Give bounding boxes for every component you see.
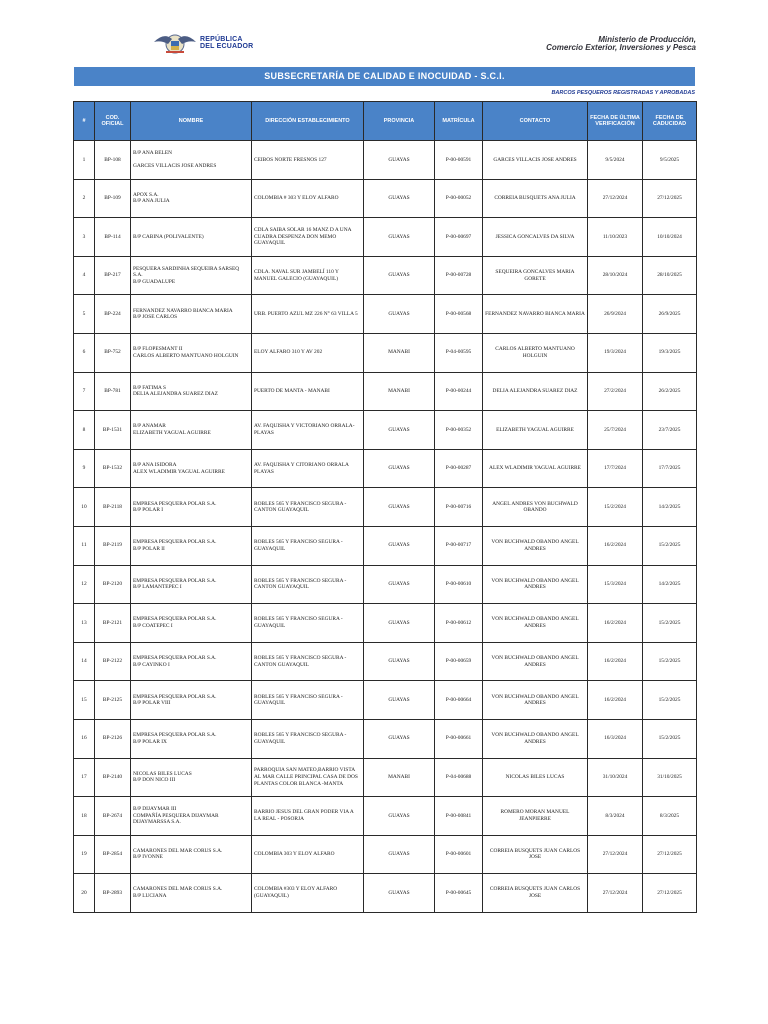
cell-last-verification: 16/2/2024 [588,604,643,643]
cell-expiry: 9/5/2025 [643,141,697,180]
cell-code: BP-2126 [95,719,131,758]
cell-name: EMPRESA PESQUERA POLAR S.A. B/P POLAR II [131,526,252,565]
cell-province: GUAYAS [364,218,435,257]
cell-last-verification: 16/2/2024 [588,526,643,565]
cell-name: B/P FATIMA S DELIA ALEJANDRA SUAREZ DIAZ [131,372,252,411]
cell-contact: VON BUCHWALD OBANDO ANGEL ANDRES [483,681,588,720]
cell-address: CEIBOS NORTE FRESNOS 127 [252,141,364,180]
cell-province: GUAYAS [364,604,435,643]
cell-province: MANABI [364,758,435,797]
cell-contact: VON BUCHWALD OBANDO ANGEL ANDRES [483,526,588,565]
cell-name: EMPRESA PESQUERA POLAR S.A. B/P COATEPEC I [131,604,252,643]
cell-expiry: 26/9/2025 [643,295,697,334]
cell-registration: P-00-00352 [435,411,483,450]
table-row [74,218,697,257]
cell-province: GUAYAS [364,141,435,180]
column-header-province: PROVINCIA [364,102,435,141]
cell-registration: P-00-00568 [435,295,483,334]
cell-registration: P-00-00645 [435,874,483,913]
cell-code: BP-2118 [95,488,131,527]
page-title: SUBSECRETARÍA DE CALIDAD E INOCUIDAD - S.C.I. [74,67,695,86]
cell-number: 8 [74,411,95,450]
cell-address: COLOMBIA #303 Y ELOY ALFARO (GUAYAQUIL) [252,874,364,913]
cell-last-verification: 31/10/2024 [588,758,643,797]
cell-contact: ELIZABETH YAGUAL AGUIRRE [483,411,588,450]
cell-name: EMPRESA PESQUERA POLAR S.A. B/P POLAR VIII [131,681,252,720]
cell-contact: GARCES VILLACIS JOSE ANDRES [483,141,588,180]
cell-address: ROBLES 565 Y FRANCISCO SEGURA - GUAYAQUIL [252,719,364,758]
column-header-contact: CONTACTO [483,102,588,141]
cell-registration: P-00-00716 [435,488,483,527]
cell-contact: NICOLAS BILES LUCAS [483,758,588,797]
table-row [74,797,697,836]
cell-expiry: 14/2/2025 [643,488,697,527]
cell-address: PUERTO DE MANTA - MANABI [252,372,364,411]
cell-address: ROBLES 565 Y FRANCISO SEGURA - GUAYAQUIL [252,526,364,565]
column-header-registration: MATRÍCULA [435,102,483,141]
cell-contact: CORREIA BUSQUETS JUAN CARLOS JOSE [483,835,588,874]
cell-contact: ALEX WLADIMIR YAGUAL AGUIRRE [483,449,588,488]
cell-expiry: 31/10/2025 [643,758,697,797]
cell-last-verification: 28/10/2024 [588,256,643,295]
table-subtitle: BARCOS PESQUEROS REGISTRADAS Y APROBADAS [551,90,695,96]
cell-number: 17 [74,758,95,797]
cell-expiry: 15/2/2025 [643,681,697,720]
table-row [74,372,697,411]
cell-registration: P-00-00717 [435,526,483,565]
table-row [74,141,697,180]
cell-expiry: 28/10/2025 [643,256,697,295]
cell-last-verification: 16/3/2024 [588,719,643,758]
table-row [74,256,697,295]
cell-address: ROBLES 565 Y FRANCISCO SEGURA - CANTON GUAYAQUIL [252,642,364,681]
cell-name: CAMARONES DEL MAR CORUS S.A. B/P IVONNE [131,835,252,874]
cell-province: GUAYAS [364,642,435,681]
cell-last-verification: 9/5/2024 [588,141,643,180]
table-row [74,565,697,604]
cell-code: BP-114 [95,218,131,257]
cell-last-verification: 16/2/2024 [588,642,643,681]
cell-last-verification: 27/12/2024 [588,874,643,913]
cell-registration: P-00-00610 [435,565,483,604]
cell-code: BP-1532 [95,449,131,488]
cell-expiry: 27/12/2025 [643,874,697,913]
cell-name: EMPRESA PESQUERA POLAR S.A. B/P LAMANTEPEC I [131,565,252,604]
cell-province: GUAYAS [364,256,435,295]
cell-province: MANABI [364,372,435,411]
cell-address: COLOMBIA # 303 Y ELOY ALFARO [252,179,364,218]
cell-registration: P-00-00287 [435,449,483,488]
cell-code: BP-2674 [95,797,131,836]
ministry-name [546,36,696,52]
cell-expiry: 23/7/2025 [643,411,697,450]
cell-number: 11 [74,526,95,565]
column-header-code: COD. OFICIAL [95,102,131,141]
cell-name: B/P DIJAYMAR III COMPAÑÍA PESQUERA DIJAYMAR DIJAYMARSSA S.A. [131,797,252,836]
cell-expiry: 15/2/2025 [643,526,697,565]
cell-address: CDLA SAIBA SOLAR 16 MANZ D A UNA CUADRA DESPENZA DON MEMO GUAYAQUIL [252,218,364,257]
cell-last-verification: 15/2/2024 [588,488,643,527]
table-row [74,179,697,218]
cell-name: B/P ANA ISIDORA ALEX WLADIMIR YAGUAL AGUIRRE [131,449,252,488]
cell-last-verification: 11/10/2023 [588,218,643,257]
cell-registration: P-00-00841 [435,797,483,836]
cell-address: PARROQUIA SAN MATEO,BARRIO VISTA AL MAR CALLE PRINCIPAL CASA DE DOS PLANTAS COLOR BLANCA -MANTA [252,758,364,797]
table-row [74,719,697,758]
table-row [74,758,697,797]
column-header-number: # [74,102,95,141]
cell-expiry: 10/10/2024 [643,218,697,257]
cell-province: GUAYAS [364,295,435,334]
table-row [74,295,697,334]
cell-registration: P-00-00244 [435,372,483,411]
cell-registration: P-04-00688 [435,758,483,797]
ecuador-coat-of-arms-icon [152,30,198,56]
cell-expiry: 15/2/2025 [643,719,697,758]
vessels-table [73,101,697,913]
government-name [200,36,253,50]
cell-registration: P-00-00601 [435,835,483,874]
column-header-expiry: FECHA DE CADUCIDAD [643,102,697,141]
column-header-address: DIRECCIÓN ESTABLECIMIENTO [252,102,364,141]
cell-contact: SEQUEIRA GONCALVES MARIA GORETE [483,256,588,295]
cell-expiry: 17/7/2025 [643,449,697,488]
cell-province: GUAYAS [364,449,435,488]
cell-number: 4 [74,256,95,295]
column-header-name: NOMBRE [131,102,252,141]
cell-number: 19 [74,835,95,874]
cell-number: 7 [74,372,95,411]
cell-province: GUAYAS [364,526,435,565]
cell-last-verification: 25/7/2024 [588,411,643,450]
table-row [74,642,697,681]
cell-contact: FERNANDEZ NAVARRO BIANCA MARIA [483,295,588,334]
cell-last-verification: 27/12/2024 [588,835,643,874]
cell-address: URB. PUERTO AZUL MZ 226 N° 63 VILLA 5 [252,295,364,334]
cell-province: GUAYAS [364,411,435,450]
table-row [74,333,697,372]
cell-code: BP-108 [95,141,131,180]
cell-registration: P-00-00052 [435,179,483,218]
cell-contact: VON BUCHWALD OBANDO ANGEL ANDRES [483,719,588,758]
cell-address: CDLA. NAVAL SUR JAMBELÍ 110 Y MANUEL GALECIO (GUAYAQUIL) [252,256,364,295]
cell-contact: VON BUCHWALD OBANDO ANGEL ANDRES [483,565,588,604]
cell-last-verification: 27/2/2024 [588,372,643,411]
cell-code: BP-2893 [95,874,131,913]
table-row [74,526,697,565]
cell-name: FERNANDEZ NAVARRO BIANCA MARIA B/P JOSE CARLOS [131,295,252,334]
cell-expiry: 8/3/2025 [643,797,697,836]
cell-registration: P-00-00697 [435,218,483,257]
cell-province: GUAYAS [364,835,435,874]
cell-code: BP-1531 [95,411,131,450]
cell-registration: P-00-00591 [435,141,483,180]
cell-province: GUAYAS [364,719,435,758]
cell-province: GUAYAS [364,681,435,720]
cell-expiry: 27/12/2025 [643,179,697,218]
cell-last-verification: 15/3/2024 [588,565,643,604]
cell-contact: DELIA ALEJANDRA SUAREZ DIAZ [483,372,588,411]
cell-contact: ANGEL ANDRES VON BUCHWALD OBANDO [483,488,588,527]
cell-number: 3 [74,218,95,257]
cell-number: 1 [74,141,95,180]
cell-name: B/P ANA BELEN GARCES VILLACIS JOSE ANDRES [131,141,252,180]
table-row [74,449,697,488]
cell-contact: JESSICA GONCALVES DA SILVA [483,218,588,257]
cell-name: CAMARONES DEL MAR CORUS S.A. B/P LUCIANA [131,874,252,913]
cell-registration: P-00-00661 [435,719,483,758]
cell-last-verification: 8/3/2024 [588,797,643,836]
cell-registration: P-00-00664 [435,681,483,720]
cell-address: COLOMBIA 303 Y ELOY ALFARO [252,835,364,874]
cell-expiry: 26/2/2025 [643,372,697,411]
cell-number: 5 [74,295,95,334]
cell-name: B/P CABINA (POLIVALENTE) [131,218,252,257]
cell-last-verification: 16/2/2024 [588,681,643,720]
cell-expiry: 15/2/2025 [643,642,697,681]
cell-code: BP-781 [95,372,131,411]
cell-number: 15 [74,681,95,720]
cell-expiry: 19/3/2025 [643,333,697,372]
cell-name: B/P ANAMAR ELIZABETH YAGUAL AGUIRRE [131,411,252,450]
cell-code: BP-2125 [95,681,131,720]
table-row [74,604,697,643]
cell-contact: CORREIA BUSQUETS ANA JULIA [483,179,588,218]
cell-expiry: 15/2/2025 [643,604,697,643]
cell-contact: CORREIA BUSQUETS JUAN CARLOS JOSE [483,874,588,913]
table-row [74,488,697,527]
cell-last-verification: 19/3/2024 [588,333,643,372]
cell-name: EMPRESA PESQUERA POLAR S.A. B/P POLAR I [131,488,252,527]
cell-code: BP-217 [95,256,131,295]
cell-province: GUAYAS [364,488,435,527]
cell-code: BP-2122 [95,642,131,681]
cell-name: B/P FLOPESMANT II CARLOS ALBERTO MANTUANO HOLGUIN [131,333,252,372]
cell-contact: CARLOS ALBERTO MANTUANO HOLGUIN [483,333,588,372]
document-header [0,28,768,62]
cell-number: 20 [74,874,95,913]
cell-number: 12 [74,565,95,604]
cell-expiry: 14/2/2025 [643,565,697,604]
cell-province: GUAYAS [364,874,435,913]
table-row [74,835,697,874]
cell-address: ROBLES 565 Y FRANCISO SEGURA - GUAYAQUIL [252,604,364,643]
cell-contact: VON BUCHWALD OBANDO ANGEL ANDRES [483,642,588,681]
cell-last-verification: 27/12/2024 [588,179,643,218]
cell-last-verification: 26/9/2024 [588,295,643,334]
cell-number: 14 [74,642,95,681]
cell-code: BP-2140 [95,758,131,797]
table-row [74,874,697,913]
cell-number: 13 [74,604,95,643]
cell-registration: P-04-00595 [435,333,483,372]
cell-address: AV. FAQUISHA Y VICTORIANO ORRALA-PLAYAS [252,411,364,450]
cell-code: BP-2121 [95,604,131,643]
cell-address: ROBLES 565 Y FRANCISCO SEGURA - CANTON GUAYAQUIL [252,488,364,527]
column-header-last-verification: FECHA DE ÚLTIMA VERIFICACIÓN [588,102,643,141]
cell-code: BP-2854 [95,835,131,874]
cell-contact: VON BUCHWALD OBANDO ANGEL ANDRES [483,604,588,643]
cell-address: ROBLES 565 Y FRANCISCO SEGURA - CANTON GUAYAQUIL [252,565,364,604]
cell-number: 9 [74,449,95,488]
cell-registration: P-00-00728 [435,256,483,295]
ministry-line-1: Ministerio de Producción, [598,35,696,44]
cell-province: GUAYAS [364,565,435,604]
cell-name: EMPRESA PESQUERA POLAR S.A. B/P CAYINKO I [131,642,252,681]
cell-number: 2 [74,179,95,218]
cell-province: GUAYAS [364,797,435,836]
cell-province: GUAYAS [364,179,435,218]
cell-number: 16 [74,719,95,758]
cell-number: 6 [74,333,95,372]
cell-code: BP-2120 [95,565,131,604]
cell-code: BP-2119 [95,526,131,565]
cell-number: 18 [74,797,95,836]
cell-code: BP-109 [95,179,131,218]
cell-name: PESQUERA SARDINHA SEQUEIRA SARSEQ S.A. B/P GUADALUPE [131,256,252,295]
cell-address: BARRIO JESUS DEL GRAN PODER VIA A LA REAL - POSORJA [252,797,364,836]
cell-number: 10 [74,488,95,527]
cell-name: NICOLAS BILES LUCAS B/P DON NICO III [131,758,252,797]
cell-address: ROBLES 565 Y FRANCISO SEGURA - GUAYAQUIL [252,681,364,720]
cell-last-verification: 17/7/2024 [588,449,643,488]
cell-expiry: 27/12/2025 [643,835,697,874]
cell-province: MANABI [364,333,435,372]
cell-address: AV. FAQUISHA Y CITORIANO ORRALA PLAYAS [252,449,364,488]
table-header-row [74,102,697,141]
cell-name: EMPRESA PESQUERA POLAR S.A. B/P POLAR IX [131,719,252,758]
cell-registration: P-00-00612 [435,604,483,643]
government-line-1: REPÚBLICA [200,36,243,43]
ministry-line-2: Comercio Exterior, Inversiones y Pesca [546,43,696,52]
table-row [74,411,697,450]
cell-registration: P-00-00659 [435,642,483,681]
cell-code: BP-224 [95,295,131,334]
table-row [74,681,697,720]
cell-name: APOX S.A. B/P ANA JULIA [131,179,252,218]
cell-address: ELOY ALFARO 310 Y AV 202 [252,333,364,372]
cell-code: BP-752 [95,333,131,372]
cell-contact: ROMERO MORAN MANUEL JEANPIERRE [483,797,588,836]
government-line-2: DEL ECUADOR [200,43,254,50]
